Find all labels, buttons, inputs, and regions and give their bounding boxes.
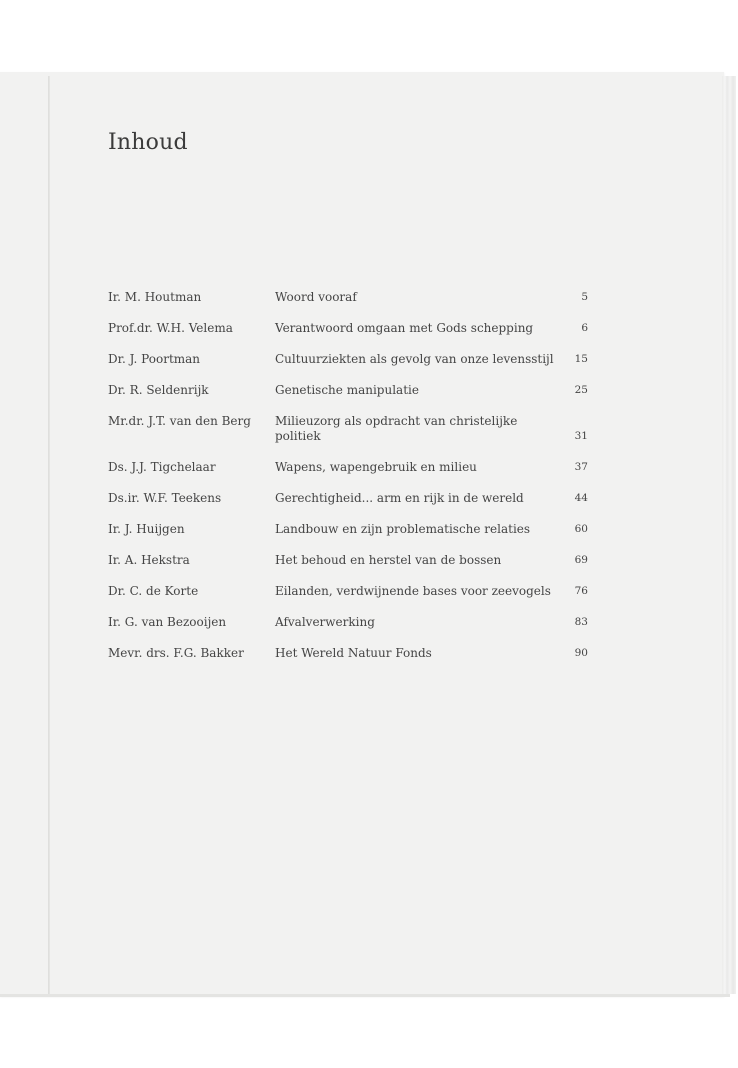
toc-author: Dr. J. Poortman bbox=[108, 352, 201, 366]
toc-entry bbox=[108, 615, 588, 630]
toc-title: Milieuzorg als opdracht van christelijke politiek bbox=[275, 414, 518, 443]
toc-entry bbox=[108, 522, 588, 537]
toc-author: Prof.dr. W.H. Velema bbox=[108, 321, 233, 335]
toc-page-number: 37 bbox=[574, 461, 588, 473]
toc-page-number: 83 bbox=[574, 616, 588, 628]
toc-author: Dr. R. Seldenrijk bbox=[108, 383, 209, 397]
toc-title: Eilanden, verdwijnende bases voor zeevogels bbox=[275, 584, 551, 598]
table-of-contents bbox=[108, 290, 588, 677]
toc-page-number: 5 bbox=[581, 291, 588, 303]
toc-entry bbox=[108, 321, 588, 336]
toc-page-number: 44 bbox=[574, 492, 588, 504]
toc-entry bbox=[108, 491, 588, 506]
toc-title: Gerechtigheid... arm en rijk in de wereld bbox=[275, 491, 524, 505]
toc-page-number: 6 bbox=[581, 322, 588, 334]
toc-entry bbox=[108, 584, 588, 599]
toc-title: Het Wereld Natuur Fonds bbox=[275, 646, 432, 660]
toc-entry bbox=[108, 414, 588, 444]
toc-title: Afvalverwerking bbox=[275, 615, 375, 629]
toc-author: Dr. C. de Korte bbox=[108, 584, 199, 598]
toc-author: Ir. A. Hekstra bbox=[108, 553, 190, 567]
toc-author: Mr.dr. J.T. van den Berg bbox=[108, 414, 251, 428]
toc-title: Wapens, wapengebruik en milieu bbox=[275, 460, 477, 474]
page-stack-edge bbox=[722, 76, 736, 994]
binding-spine bbox=[48, 76, 50, 994]
toc-author: Ds. J.J. Tigchelaar bbox=[108, 460, 216, 474]
toc-title: Het behoud en herstel van de bossen bbox=[275, 553, 502, 567]
toc-entry bbox=[108, 352, 588, 367]
toc-entry bbox=[108, 553, 588, 568]
toc-author: Ir. G. van Bezooijen bbox=[108, 615, 227, 629]
toc-author: Ds.ir. W.F. Teekens bbox=[108, 491, 222, 505]
toc-page-number: 90 bbox=[574, 647, 588, 659]
toc-page-number: 31 bbox=[574, 430, 588, 442]
toc-entry bbox=[108, 646, 588, 661]
toc-author: Mevr. drs. F.G. Bakker bbox=[108, 646, 244, 660]
toc-title: Woord vooraf bbox=[275, 290, 357, 304]
toc-page-number: 60 bbox=[574, 523, 588, 535]
toc-title: Verantwoord omgaan met Gods schepping bbox=[275, 321, 534, 335]
toc-title: Cultuurziekten als gevolg van onze levensstijl bbox=[275, 352, 554, 366]
toc-entry bbox=[108, 460, 588, 475]
toc-author: Ir. M. Houtman bbox=[108, 290, 202, 304]
toc-title: Genetische manipulatie bbox=[275, 383, 419, 397]
toc-entry bbox=[108, 290, 588, 305]
toc-author: Ir. J. Huijgen bbox=[108, 522, 185, 536]
toc-page-number: 15 bbox=[574, 353, 588, 365]
toc-page-number: 25 bbox=[574, 384, 588, 396]
toc-page-number: 69 bbox=[574, 554, 588, 566]
toc-entry bbox=[108, 383, 588, 398]
page-title: Inhoud bbox=[108, 130, 188, 155]
page-bottom-edge bbox=[0, 994, 730, 997]
toc-title: Landbouw en zijn problematische relaties bbox=[275, 522, 531, 536]
toc-page-number: 76 bbox=[574, 585, 588, 597]
